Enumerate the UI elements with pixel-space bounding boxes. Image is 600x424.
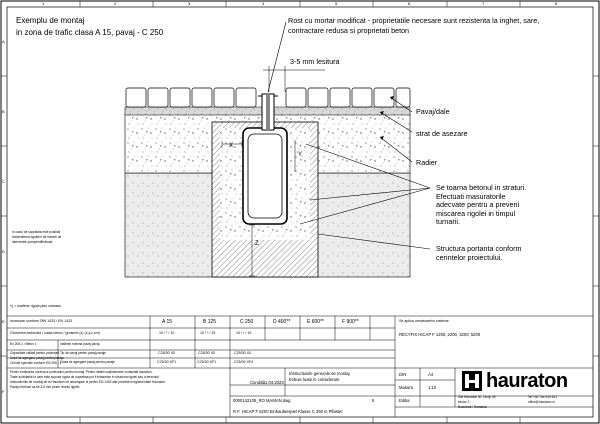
spec-r1-c250: 10 / * / 15: [236, 331, 252, 335]
callout-beton-line-4: miscarea rigolei in timpul: [436, 208, 516, 218]
callout-structura-line-1: Structura portanta conform: [436, 244, 522, 253]
spec-label-aggregate: Grad de agregare pavaj pentru pavaje: [10, 356, 64, 360]
side-note-line-1: In cazul de suprafata este posibila: [12, 230, 61, 234]
spec-col-b125: B 125: [203, 319, 217, 325]
bottom-date: 11.04.2023: [263, 380, 284, 385]
spec-label-concrete-thickness: Grosimea betonului / clasa beton / grosime (z) (x,y,z cm): [10, 331, 100, 335]
reference-text: R.F. HICAP F 5200 Einbaubeispiel Klasse C 250 in Pflaster: [233, 409, 343, 414]
company-address-3: Bucuresti / Romania: [458, 405, 487, 409]
grid-row-a: A: [2, 39, 5, 44]
grid-row-c: C: [2, 179, 5, 184]
ground-section: [125, 22, 430, 277]
spec-col-a15: A 15: [162, 319, 173, 325]
callout-pavaj: Pavaj/dale: [416, 107, 450, 116]
instr-line-2: trebuie luate in considerare: [289, 377, 340, 382]
suitable-systems-label: Se aplica urmatoarelor sisteme:: [399, 319, 450, 323]
callout-rost-line-1: Rost cu mortar modificat - proprietatile necesare sunt rezistenta la inghet, sare,: [288, 16, 540, 25]
scale-value: 1:10: [428, 385, 437, 390]
grid-col-1: 1: [42, 1, 45, 6]
notes-block: [10, 370, 228, 390]
grid-row-b: B: [2, 109, 5, 114]
spec-r1-b125: 10 / * / 15: [200, 331, 216, 335]
company-address-2: sector 2: [458, 400, 470, 404]
note-line-2: Toate solicitarile la care este supusa rigola de suprafata pot fi transmise in structura rigolei sau a terenului.: [10, 375, 160, 379]
grid-col-4: 4: [262, 1, 265, 6]
grid-row-d: D: [2, 249, 5, 254]
page-number: 5: [372, 398, 375, 403]
spec-label-load-class: Incarcare conform DIN 1433 / EN 1433: [10, 319, 73, 323]
callout-structura-line-2: cerintelor proiectului.: [436, 252, 503, 262]
title-line-1: Exemplu de montaj: [16, 16, 85, 25]
callout-lesitura: 3-5 mm lesitura: [290, 57, 340, 66]
dimension-z-label: Z: [255, 241, 259, 247]
callout-beton-line-1: Se toarna betonul in straturi.: [436, 183, 527, 192]
side-note-line-2: transmiterea rigidelor de mantei de: [12, 235, 62, 239]
note-line-1: Pentru realizarea corecta a proiectului pentru montaj. Pentru detalii suplimentare contactati hauraton.: [10, 370, 153, 374]
spec-r2-b125: C25/30 X0: [198, 351, 215, 355]
company-address-1: Gat Hauraton Nr. 18 Ap 55: [458, 395, 496, 399]
note-line-3: Instructiunile de montaj de la Hauraton de amenajare si pentru EN 1433 alte prevederi reglementate Hauraton.: [10, 380, 166, 384]
scale-label: Masura: [399, 385, 413, 390]
spec-r2-c250: C25/30 X0: [234, 351, 251, 355]
grid-row-f: F: [2, 389, 5, 394]
footnote: *y = inaltime rigola plus camasa: [10, 304, 61, 308]
doc-id: 0000142109_RO MAMAN.dwg: [233, 398, 291, 403]
side-note-line-3: interventie pompe/stiffolinate: [12, 240, 53, 244]
spec-col-f900: F 900**: [342, 319, 359, 325]
dimension-x-label: X: [229, 143, 234, 149]
dimension-y-label: Y: [298, 152, 303, 158]
instr-line-1: Instructiunile generale de montaj: [289, 371, 350, 376]
company-name-logo: hauraton: [486, 370, 568, 392]
grid-col-8: 8: [555, 1, 558, 6]
din-label: DIN: [399, 372, 407, 377]
spec-sublabel-2: Tip de pavaj pentru pavaj pavaje: [60, 351, 106, 355]
callout-beton-line-2: Efectuati masuratorile: [436, 191, 506, 201]
hauraton-logo-mark: [462, 371, 482, 391]
spec-r3-a15: C25/30 XF1: [157, 360, 177, 364]
edition-label: Editia: [399, 398, 410, 403]
spec-label-en206: En 206-1 / Beton 1: [10, 342, 37, 346]
grid-col-6: 6: [408, 1, 411, 6]
callout-beton: [436, 184, 526, 227]
condition-label: Conditii: [250, 380, 264, 385]
spec-sublabel-1: Inaltime minima pavaj pavaj: [60, 342, 100, 346]
spec-label-capacity: Capacitate calitati pentru proiectari: [10, 351, 60, 355]
spec-col-e600: E 600**: [307, 319, 324, 325]
callout-rost-line-2: contractare redusa si proprietati beton: [288, 26, 410, 35]
spec-label-special: Cerinte speciale conform EN 206 - 1: [10, 361, 62, 365]
spec-r3-b125: C25/30 XF1: [197, 360, 217, 364]
spec-sublabel-3: Clasa de agregare pavaj pentru pavaje: [60, 360, 115, 364]
suitable-systems-value: RECYFIX HICAP F 1200, 2200, 3200, 5200: [399, 332, 481, 337]
spec-r1-a15: 10 / * / 10: [159, 331, 175, 335]
company-email: office@hauraton.ro: [528, 400, 556, 404]
callout-beton-line-5: turnarii.: [436, 217, 460, 227]
callout-strat: strat de asezare: [416, 129, 468, 138]
spec-col-d400: D 400**: [273, 319, 291, 325]
grid-col-2: 2: [114, 1, 117, 6]
grid-col-7: 7: [482, 1, 485, 6]
grid-row-e: E: [2, 319, 5, 324]
company-phone: Tel +40 744 915 321: [528, 395, 557, 399]
title-line-2: in zona de trafic clasa A 15, pavaj - C 250: [16, 28, 164, 37]
spec-col-c250: C 250: [240, 319, 254, 325]
side-note: [12, 230, 61, 245]
grid-col-5: 5: [335, 1, 338, 6]
callout-beton-line-3: adecvate pentru a preveni: [436, 200, 520, 210]
format-value: A4: [428, 372, 434, 377]
callout-radier: Radier: [416, 158, 438, 167]
spec-r2-a15: C25/30 X0: [158, 351, 175, 355]
callout-structura: [436, 245, 522, 262]
spec-r3-c250: C25/30 XF4: [234, 360, 254, 364]
grid-col-3: 3: [188, 1, 191, 6]
note-line-4: Pavajul trebuie sa fie 3-5 mm peste nivelul rigolei.: [10, 385, 81, 389]
